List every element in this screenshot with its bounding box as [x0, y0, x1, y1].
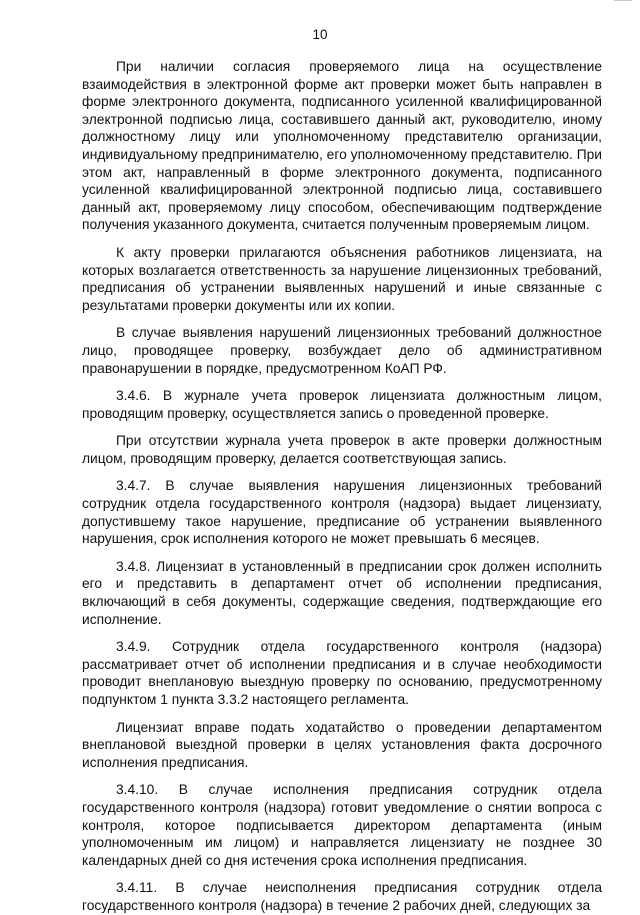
paragraph-3-4-10: 3.4.10. В случае исполнения предписания сотрудник отдела государственного контроля (надзора) готовит уведомление о снятии вопроса с контроля, которое подписывается директором департамента (иным уполномоченным им лицом) и направляется лицензиату не позднее 30 календарных дней со дня истечения срока исполнения предписания. [82, 782, 602, 868]
paragraph-3-4-6: 3.4.6. В журнале учета проверок лицензиата должностным лицом, проводящим проверку, осуществляется запись о проведенной проверке. [82, 388, 602, 421]
paragraph-3-4-8: 3.4.8. Лицензиат в установленный в предписании срок должен исполнить его и представить в департамент отчет об исполнении предписания, включающий в себя документы, содержащие сведения, подтверждающие его исполнение. [82, 558, 602, 627]
paragraph-3-4-9: 3.4.9. Сотрудник отдела государственного контроля (надзора) рассматривает отчет об исполнении предписания и в случае необходимости проводит внеплановую выездную проверку по основанию, предусмотренному подпунктом 1 пункта 3.3.2 настоящего регламента. [82, 639, 602, 707]
paragraph-administrative-case: В случае выявления нарушений лицензионных требований должностное лицо, проводящее проверку, возбуждает дело об административном правонарушении в порядке, предусмотренном КоАП РФ. [82, 325, 602, 376]
paragraph-petition: Лицензиат вправе подать ходатайство о проведении департаментом внеплановой выездной проверки в целях установления факта досрочного исполнения предписания. [82, 719, 602, 770]
document-body [82, 58, 602, 915]
paragraph-3-4-11: 3.4.11. В случае неисполнения предписания сотрудник отдела государственного контроля (надзора) в течение 2 рабочих дней, следующих за [82, 880, 602, 913]
paragraph-3-4-7: 3.4.7. В случае выявления нарушения лицензионных требований сотрудник отдела государственного контроля (надзора) выдает лицензиату, допустившему такое нарушение, предписание об устранении выявленного нарушения, срок исполнения которого не может превышать 6 месяцев. [82, 478, 602, 547]
paragraph-electronic-act: При наличии согласия проверяемого лица на осуществление взаимодействия в электронной форме акт проверки может быть направлен в форме электронного документа, подписанного усиленной квалифицированной электронной подписью лица, составившего данный акт, руководителю, иному должностному лицу или уполномоченному представителю организации, индивидуальному предпринимателю, его уполномоченному представителю. При этом акт, направленный в форме электронного документа, подписанного усиленной квалифицированной электронной подписью лица, составившего данный акт, проверяемому лицу способом, обеспечивающим подтверждение получения указанного документа, считается полученным проверяемым лицом. [82, 59, 602, 233]
paragraph-no-journal: При отсутствии журнала учета проверок в акте проверки должностным лицом, проводящим проверку, делается соответствующая запись. [82, 433, 602, 466]
page-number: 10 [312, 27, 328, 42]
scan-edge-mark [614, 0, 632, 1]
paragraph-act-attachments: К акту проверки прилагаются объяснения работников лицензиата, на которых возлагается ответственность за нарушение лицензионных требований, предписания об устранении выявленных нарушений и иные связанные с результатами проверки документы или их копии. [82, 244, 602, 313]
